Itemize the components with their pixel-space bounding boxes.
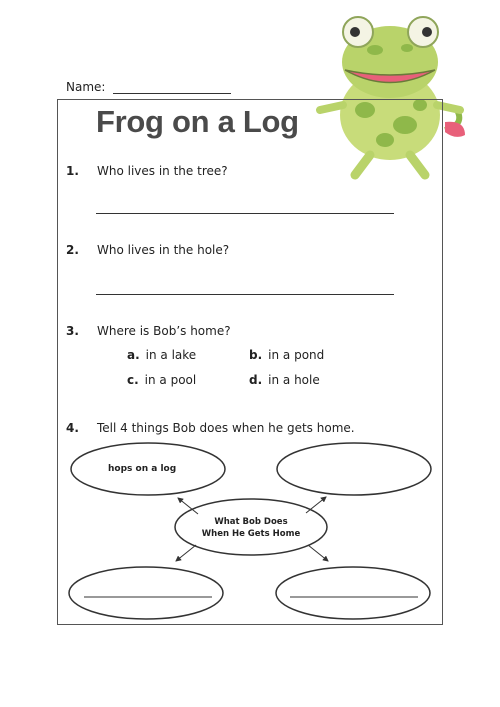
- web-bubble-bottom-right: [276, 567, 430, 619]
- choice-c-letter: c.: [127, 373, 139, 387]
- question-1-number: 1.: [66, 164, 79, 178]
- web-bubble-center: [175, 499, 327, 555]
- worksheet-title: Frog on a Log: [96, 104, 299, 139]
- arrow-to-top-right: [306, 497, 326, 513]
- question-3-number: 3.: [66, 324, 79, 338]
- question-3-text: Where is Bob’s home?: [97, 324, 231, 338]
- question-1-text: Who lives in the tree?: [97, 164, 228, 178]
- choice-b-text: in a pond: [268, 348, 325, 362]
- top-left-example-text: hops on a log: [108, 464, 177, 474]
- web-bubble-bottom-left: [69, 567, 223, 619]
- choice-a-text: in a lake: [145, 348, 197, 362]
- choice-c-text: in a pool: [144, 373, 197, 387]
- arrow-to-bottom-left: [176, 545, 196, 561]
- center-text-line2: When He Gets Home: [201, 529, 301, 539]
- choice-d-text: in a hole: [268, 373, 320, 387]
- center-text-line1: What Bob Does: [214, 517, 288, 527]
- question-2-text: Who lives in the hole?: [97, 243, 230, 257]
- choice-a-letter: a.: [127, 348, 140, 362]
- question-4-text: Tell 4 things Bob does when he gets home.: [97, 421, 355, 435]
- choice-d-letter: d.: [249, 373, 263, 387]
- name-label: Name:: [66, 80, 106, 94]
- question-4-number: 4.: [66, 421, 79, 435]
- choice-b-letter: b.: [249, 348, 263, 362]
- arrow-to-bottom-right: [308, 545, 328, 561]
- question-2-number: 2.: [66, 243, 79, 257]
- web-bubble-top-right: [277, 443, 431, 495]
